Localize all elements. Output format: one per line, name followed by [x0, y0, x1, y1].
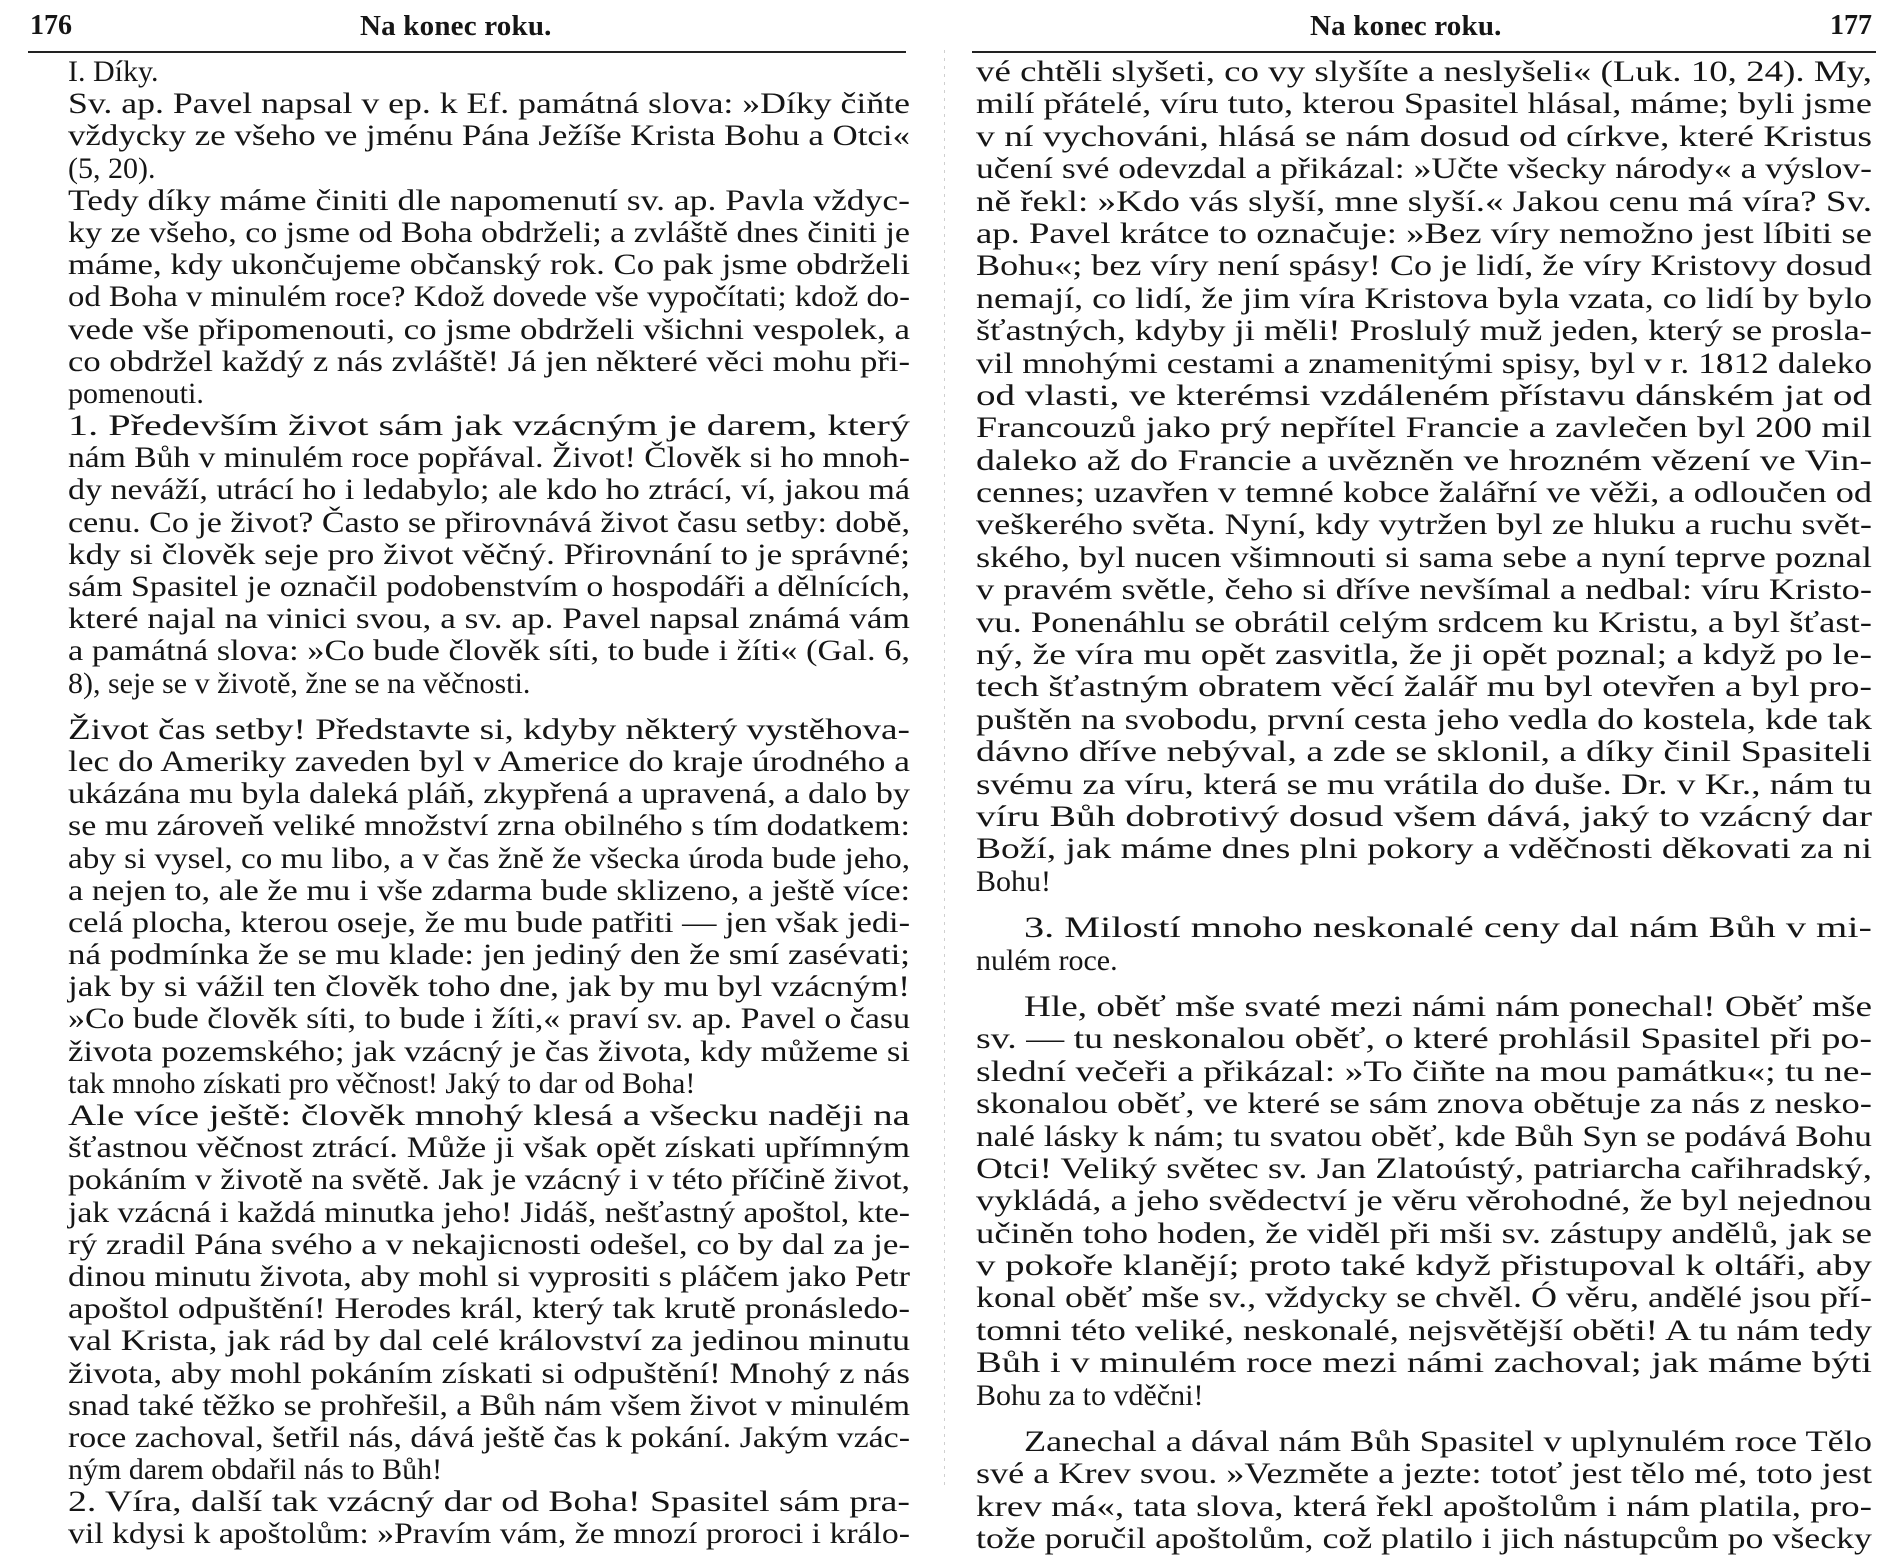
text-line-content: od vlasti, ve kterémsi vzdáleném přístavu dánském jat od: [976, 378, 1873, 412]
text-line-content: v pokoře klanějí; proto také když přistupoval k oltáři, aby: [976, 1249, 1872, 1283]
text-line: [976, 56, 1872, 88]
right-running-head: Na konec roku.: [1310, 10, 1502, 42]
text-line: [68, 635, 910, 667]
text-line: [68, 778, 910, 810]
left-header-rule: [28, 51, 906, 53]
text-line-content: lec do Ameriky zaveden byl v Americe do kraje úrodného a: [68, 744, 910, 778]
text-line-content: Sv. ap. Pavel napsal v ep. k Ef. památná slova: »Díky čiňte: [68, 87, 910, 121]
text-line-content: Francouzů jako prý nepřítel Francie a zavlečen byl 200 mil: [976, 411, 1873, 445]
text-line: [976, 1023, 1872, 1055]
text-line: [68, 1358, 910, 1390]
text-line: [68, 1454, 910, 1486]
text-line: [976, 88, 1872, 120]
text-line-content: dávno dříve nebýval, a zde se sklonil, a díky činil Spasiteli: [976, 735, 1872, 769]
text-line: [68, 120, 910, 152]
text-line-content: Tedy díky máme činiti dle napomenutí sv. ap. Pavla vždyc-: [68, 183, 910, 217]
text-line-content: života pozemského; jak vzácný je čas života, kdy můžeme si: [68, 1034, 911, 1068]
text-line: [976, 912, 1872, 944]
text-line: [68, 474, 910, 506]
text-line-content: apoštol odpuštění! Herodes král, který tak krutě pronásledo-: [68, 1292, 911, 1326]
right-page-text: [976, 56, 1872, 1556]
text-line-content: nulém roce.: [976, 943, 1118, 977]
text-line: [976, 1491, 1872, 1523]
text-line-content: ný, že víra mu opět zasvitla, že ji opět poznal; a když po le-: [976, 638, 1873, 672]
right-page-number: 177: [1830, 10, 1872, 41]
text-line: [68, 1100, 910, 1132]
text-line-content: tože poručil apoštolům, což platilo i jich nástupcům po všecky: [976, 1522, 1872, 1556]
text-line-content: jak by si vážil ten člověk toho dne, jak by mu byl vzácným!: [68, 970, 910, 1004]
text-line-content: učení své odevzdal a přikázal: »Učte všecky národy« a výslov-: [976, 152, 1873, 186]
text-line: [976, 1250, 1872, 1282]
text-line: [68, 668, 910, 700]
text-line: [976, 671, 1872, 703]
text-line: [68, 1229, 910, 1261]
text-line: [976, 1153, 1872, 1185]
text-line-content: ského, byl nucen všimnouti si sama sebe a nyní teprve poznal: [976, 540, 1872, 574]
text-line: [976, 121, 1872, 153]
text-line-content: (5, 20).: [68, 151, 156, 185]
text-line: [68, 1003, 910, 1035]
text-line: [68, 810, 910, 842]
text-line-content: máme, kdy ukončujeme občanský rok. Co pak jsme obdrželi: [68, 248, 911, 282]
text-line-content: ně řekl: »Kdo vás slyší, mne slyší.« Jakou cenu má víra? Sv.: [976, 184, 1872, 218]
text-line-content: svému za víru, která se mu vrátila do duše. Dr. v Kr., nám tu: [976, 767, 1873, 801]
left-page-number: 176: [30, 10, 72, 41]
text-line: [976, 736, 1872, 768]
text-line: [976, 283, 1872, 315]
text-line-content: Bohu!: [976, 864, 1051, 898]
text-line-content: cenu. Co je život? Často se přirovnává život času setby: době,: [68, 505, 910, 539]
text-line: [976, 1121, 1872, 1153]
text-line: [68, 1518, 910, 1550]
text-line-content: Život čas setby! Představte si, kdyby některý vystěhova-: [68, 712, 910, 746]
text-line-content: 8), seje se v životě, žne se na věčnosti.: [68, 666, 531, 700]
text-line-content: daleko až do Francie a uvězněn ve hrozném vězení ve Vin-: [976, 443, 1872, 477]
text-line-content: aby si vysel, co mu libo, a v čas žně že všecka úroda bude jeho,: [68, 841, 910, 875]
text-line: [976, 945, 1872, 977]
text-line: [68, 88, 910, 120]
text-line-content: 3. Milostí mnoho neskonalé ceny dal nám Bůh v mi-: [1024, 911, 1872, 945]
text-line: [976, 991, 1872, 1023]
text-line-content: Bohu za to vděčni!: [976, 1378, 1204, 1412]
text-line-content: tomni této veliké, neskonalé, nejsvětější oběti! A tu nám tedy: [976, 1313, 1872, 1347]
text-line: [976, 380, 1872, 412]
text-line-content: 2. Víra, další tak vzácný dar od Boha! Spasitel sám pra-: [68, 1485, 911, 1519]
text-line: [68, 971, 910, 1003]
text-line: [976, 607, 1872, 639]
left-page-text: [68, 56, 910, 1551]
text-line: [68, 746, 910, 778]
text-line: [68, 249, 910, 281]
text-line-content: od Boha v minulém roce? Kdož dovede vše vypočítati; kdož do-: [68, 280, 911, 314]
text-line: [976, 1282, 1872, 1314]
text-line: [68, 442, 910, 474]
text-line-content: tech šťastným obratem věcí žalář mu byl otevřen a byl pro-: [976, 670, 1873, 704]
text-line-content: 1. Především život sám jak vzácným je darem, který: [68, 409, 911, 443]
text-line-content: jak vzácná i každá minutka jeho! Jidáš, nešťastný apoštol, kte-: [68, 1195, 910, 1229]
text-line: [68, 714, 910, 746]
text-line-content: ukázána mu byla daleká pláň, zkypřená a upravená, a dalo by: [68, 777, 911, 811]
text-line-content: vu. Ponenáhlu se obrátil celým srdcem ku Kristu, a byl šťast-: [976, 605, 1872, 639]
text-line: [976, 1218, 1872, 1250]
text-line-content: konal oběť mše sv., vždycky se chvěl. Ó věru, andělé jsou pří-: [976, 1281, 1873, 1315]
text-line: [976, 833, 1872, 865]
text-line-content: tak mnoho získati pro věčnost! Jaký to dar od Boha!: [68, 1066, 696, 1100]
text-line: [976, 866, 1872, 898]
text-line-content: slední večeři a přikázal: »To čiňte na mou památku«; tu ne-: [976, 1054, 1873, 1088]
text-line: [68, 1164, 910, 1196]
text-line: [68, 603, 910, 635]
text-line: [976, 412, 1872, 444]
text-line-content: sám Spasitel je označil podobenstvím o hospodáři a dělnících,: [68, 570, 911, 603]
text-line-content: se mu zároveň veliké množství zrna obilného s tím dodatkem:: [68, 809, 910, 843]
text-line: [976, 153, 1872, 185]
text-line: [68, 571, 910, 603]
text-line: [68, 1068, 910, 1100]
text-line: [976, 1458, 1872, 1490]
text-line: [68, 314, 910, 346]
text-line: [68, 1197, 910, 1229]
text-line: [976, 445, 1872, 477]
text-line-content: kdy si člověk seje pro život věčný. Přirovnání to je správné;: [68, 537, 911, 571]
text-line-content: své a Krev svou. »Vezměte a jezte: totoť jest tělo mé, toto jest: [976, 1457, 1873, 1491]
text-line: [68, 185, 910, 217]
text-line: [976, 704, 1872, 736]
text-line: [976, 1380, 1872, 1412]
text-line-content: celá plocha, kterou oseje, že mu bude patřiti — jen však jedi-: [68, 905, 911, 939]
text-line-content: sv. — tu neskonalou oběť, o které prohlásil Spasitel při po-: [976, 1022, 1873, 1056]
text-line: [976, 639, 1872, 671]
text-line: [976, 348, 1872, 380]
text-line: [68, 507, 910, 539]
left-page-header: [0, 6, 920, 46]
text-line-content: rý zradil Pána svého a v nekajicnosti odešel, co by dal za je-: [68, 1227, 910, 1261]
right-page-header: [970, 6, 1890, 46]
text-line-content: v pravém světle, čeho si dříve nevšímal a nedbal: víru Kristo-: [976, 573, 1872, 607]
text-line: [68, 1422, 910, 1454]
text-line: [68, 281, 910, 313]
text-line-content: puštěn na svobodu, první cesta jeho vedla do kostela, kde tak: [976, 702, 1872, 736]
text-line-content: Bůh i v minulém roce mezi námi zachoval; jak máme býti: [976, 1346, 1873, 1380]
text-line-content: a nejen to, ale že mu i vše zdarma bude sklizeno, a ještě více:: [68, 873, 911, 907]
text-line: [68, 539, 910, 571]
text-line: [68, 346, 910, 378]
text-line-content: víru Bůh dobrotivý dosud všem dává, jaký to vzácný dar: [976, 799, 1873, 833]
text-line-content: vždycky ze všeho ve jménu Pána Ježíše Krista Bohu a Otci«: [68, 119, 910, 153]
text-line-content: Zanechal a dával nám Bůh Spasitel v uplynulém roce Tělo: [1024, 1425, 1872, 1459]
text-line: [68, 1293, 910, 1325]
text-line: [976, 1056, 1872, 1088]
text-line: [976, 218, 1872, 250]
text-line-content: nemají, co lidí, že jim víra Kristova byla vzata, co lidí by bylo: [976, 281, 1873, 315]
text-line-content: cennes; uzavřen v temné kobce žalářní ve věži, a odloučen od: [976, 476, 1873, 510]
text-line-content: vykládá, a jeho svědectví je věru věrohodné, že byl nejednou: [976, 1184, 1873, 1218]
text-line: [976, 509, 1872, 541]
text-line-content: milí přátelé, víru tuto, kterou Spasitel hlásal, máme; byli jsme: [976, 87, 1872, 121]
text-line-content: které najal na vinici svou, a sv. ap. Pavel napsal známá vám: [68, 602, 910, 636]
text-line-content: Bohu«; bez víry není spásy! Co je lidí, že víry Kristovy dosud: [976, 249, 1872, 283]
text-line: [68, 843, 910, 875]
text-line-content: v ní vychováni, hlásá se nám dosud od církve, které Kristus: [976, 119, 1872, 153]
text-line-content: nalé lásky k nám; tu svatou oběť, kde Bůh Syn se podává Bohu: [976, 1119, 1872, 1153]
text-line: [68, 1486, 910, 1518]
text-line: [68, 907, 910, 939]
text-line: [976, 1426, 1872, 1458]
text-line: [976, 542, 1872, 574]
text-line: [68, 1132, 910, 1164]
text-line-content: roce zachoval, šetřil nás, dává ještě čas k pokání. Jakým vzác-: [68, 1420, 911, 1454]
text-line: [68, 378, 910, 410]
left-page: [0, 0, 920, 1551]
text-line-content: učiněn toho hoden, že viděl při mši sv. zástupy andělů, jak se: [976, 1216, 1873, 1250]
text-line-content: a památná slova: »Co bude člověk síti, to bude i žíti« (Gal. 6,: [68, 634, 910, 668]
text-line-content: skonalou oběť, ve které se sám znova obětuje za nás z nesko-: [976, 1087, 1872, 1121]
text-line: [976, 186, 1872, 218]
text-line: [68, 875, 910, 907]
text-line-content: Hle, oběť mše svaté mezi námi nám ponechal! Oběť mše: [1024, 989, 1872, 1023]
text-line-content: veškerého světa. Nyní, kdy vytržen byl ze hluku a ruchu svět-: [976, 508, 1872, 542]
text-line: [68, 1390, 910, 1422]
text-line: [68, 56, 910, 88]
text-line: [976, 574, 1872, 606]
text-line-content: co obdržel každý z nás zvláště! Já jen některé věci mohu při-: [68, 344, 911, 378]
text-line-content: vil kdysi k apoštolům: »Pravím vám, že mnozí proroci i králo-: [68, 1517, 911, 1551]
text-line: [976, 1185, 1872, 1217]
text-line-content: vé chtěli slyšeti, co vy slyšíte a neslyšeli« (Luk. 10, 24). My,: [976, 55, 1872, 88]
text-line-content: vil mnohými cestami a znamenitými spisy, byl v r. 1812 daleko: [976, 346, 1873, 380]
left-running-head: Na konec roku.: [360, 10, 552, 42]
text-line-content: I. Díky.: [68, 55, 159, 88]
text-line: [68, 1325, 910, 1357]
text-line: [976, 250, 1872, 282]
right-header-rule: [972, 51, 1876, 53]
text-line: [976, 1088, 1872, 1120]
text-line-content: dy neváží, utrácí ho i ledabylo; ale kdo ho ztrácí, ví, jakou má: [68, 473, 911, 507]
text-line-content: dinou minutu života, aby mohl si vyprositi s pláčem jako Petr: [68, 1259, 911, 1293]
text-line: [68, 1261, 910, 1293]
text-line: [68, 410, 910, 442]
text-line-content: pokáním v životě na světě. Jak je vzácný i v této příčině život,: [68, 1163, 910, 1197]
text-line: [976, 1523, 1872, 1555]
text-line-content: nám Bůh v minulém roce popřával. Život! Člověk si ho mnoh-: [68, 441, 910, 475]
text-line: [68, 153, 910, 185]
text-line-content: šťastnou věčnost ztrácí. Může ji však opět získati upřímným: [68, 1131, 911, 1165]
text-line: [976, 315, 1872, 347]
text-line-content: Ale více ještě: člověk mnohý klesá a všecku naději na: [68, 1099, 910, 1132]
text-line-content: vede vše připomenouti, co jsme obdrželi všichni vespolek, a: [68, 312, 910, 346]
text-line-content: ná podmínka že se mu klade: jen jediný den že smí zasévati;: [68, 938, 911, 972]
text-line-content: val Krista, jak rád by dal celé království za jedinou minutu: [68, 1324, 911, 1358]
text-line-content: ap. Pavel krátce to označuje: »Bez víry nemožno jest líbiti se: [976, 216, 1873, 250]
text-line-content: Boží, jak máme dnes plni pokory a vděčnosti děkovati za ni: [976, 832, 1873, 866]
text-line: [68, 939, 910, 971]
text-line-content: ným darem obdařil nás to Bůh!: [68, 1453, 443, 1487]
page-gutter: [944, 50, 945, 1490]
text-line: [68, 217, 910, 249]
text-line-content: snad také těžko se prohřešil, a Bůh nám všem život v minulém: [68, 1388, 910, 1422]
text-line-content: »Co bude člověk síti, to bude i žíti,« praví sv. ap. Pavel o času: [68, 1002, 911, 1036]
text-line: [68, 1036, 910, 1068]
text-line-content: krev má«, tata slova, která řekl apoštolům i nám platila, pro-: [976, 1489, 1873, 1523]
text-line: [976, 769, 1872, 801]
text-line-content: šťastných, kdyby ji měli! Proslulý muž jeden, který se prosla-: [976, 314, 1872, 348]
text-line: [976, 477, 1872, 509]
text-line-content: ky ze všeho, co jsme od Boha obdrželi; a zvláště dnes činiti je: [68, 215, 911, 249]
right-page: [970, 0, 1890, 1556]
text-line: [976, 801, 1872, 833]
text-line-content: života, aby mohl pokáním získati si odpuštění! Mnohý z nás: [68, 1356, 910, 1390]
text-line-content: Otci! Veliký světec sv. Jan Zlatoústý, patriarcha cařihradský,: [976, 1151, 1872, 1185]
text-line: [976, 1315, 1872, 1347]
text-line-content: pomenouti.: [68, 376, 204, 410]
text-line: [976, 1347, 1872, 1379]
